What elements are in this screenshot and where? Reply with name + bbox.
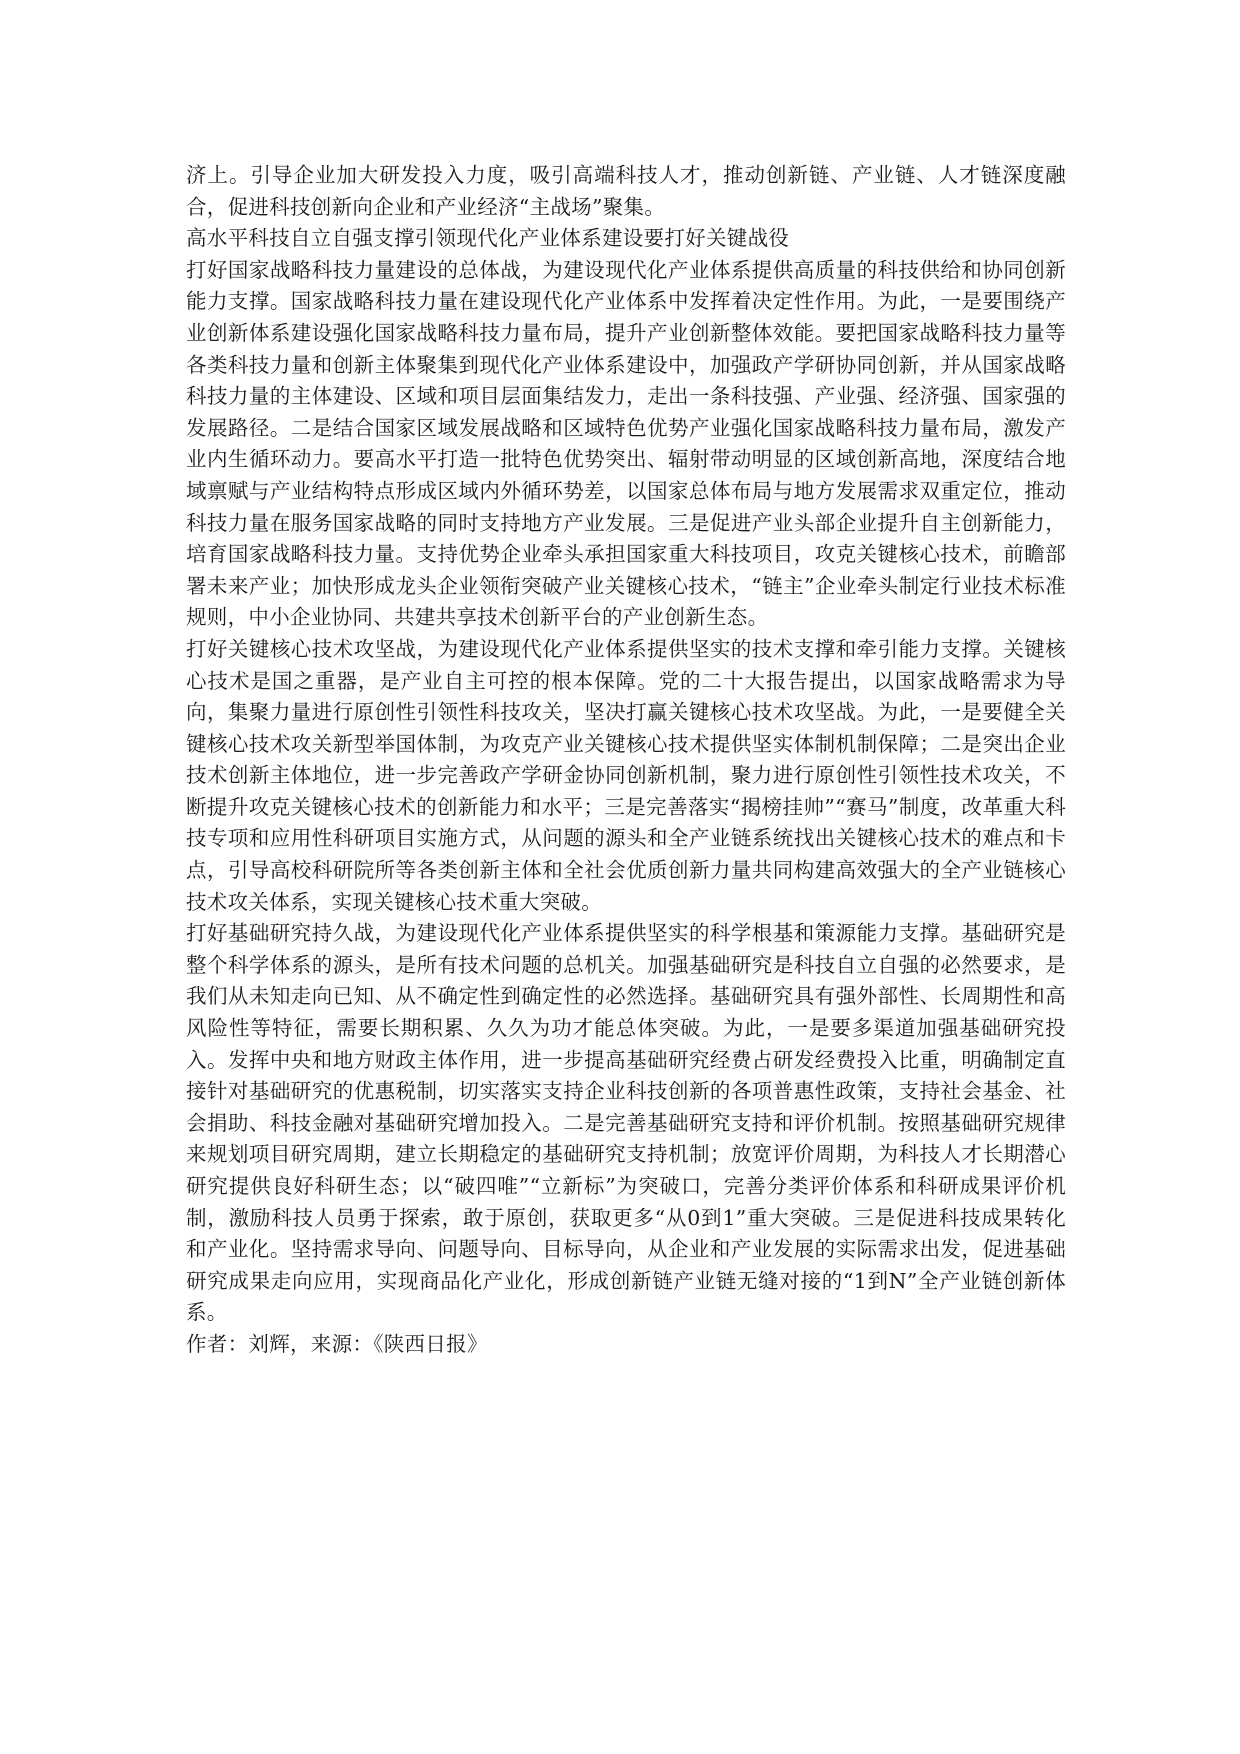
paragraph-strategic-forces: 打好国家战略科技力量建设的总体战，为建设现代化产业体系提供高质量的科技供给和协同创新能力支撑。国家战略科技力量在建设现代化产业体系中发挥着决定性作用。为此，一是要围绕产业创新体系建设强化国家战略科技力量布局，提升产业创新整体效能。要把国家战略科技力量等各类科技力量和创新主体聚集到现代化产业体系建设中，加强政产学研协同创新，并从国家战略科技力量的主体建设、区域和项目层面集结发力，走出一条科技强、产业强、经济强、国家强的发展路径。二是结合国家区域发展战略和区域特色优势产业强化国家战略科技力量布局，激发产业内生循环动力。要高水平打造一批特色优势突出、辐射带动明显的区域创新高地，深度结合地域禀赋与产业结构特点形成区域内外循环势差，以国家总体布局与地方发展需求双重定位，推动科技力量在服务国家战略的同时支持地方产业发展。三是促进产业头部企业提升自主创新能力，培育国家战略科技力量。支持优势企业牵头承担国家重大科技项目，攻克关键核心技术，前瞻部署未来产业；加快形成龙头企业领衔突破产业关键核心技术，“链主”企业牵头制定行业技术标准规则，中小企业协同、共建共享技术创新平台的产业创新生态。 <box>186 257 1066 630</box>
paragraph-core-technology: 打好关键核心技术攻坚战，为建设现代化产业体系提供坚实的技术支撑和牵引能力支撑。关键核心技术是国之重器，是产业自主可控的根本保障。党的二十大报告提出，以国家战略需求为导向，集聚力量进行原创性引领性科技攻关，坚决打赢关键核心技术攻坚战。为此，一是要健全关键核心技术攻关新型举国体制，为攻克产业关键核心技术提供坚实体制机制保障；二是突出企业技术创新主体地位，进一步完善政产学研金协同创新机制，聚力进行原创性引领性技术攻关，不断提升攻克关键核心技术的创新能力和水平；三是完善落实“揭榜挂帅”“赛马”制度，改革重大科技专项和应用性科研项目实施方式，从问题的源头和全产业链系统找出关键核心技术的难点和卡点，引导高校科研院所等各类创新主体和全社会优质创新力量共同构建高效强大的全产业链核心技术攻关体系，实现关键核心技术重大突破。 <box>186 636 1066 914</box>
article-body <box>186 160 1066 1361</box>
paragraph-basic-research: 打好基础研究持久战，为建设现代化产业体系提供坚实的科学根基和策源能力支撑。基础研究是整个科学体系的源头，是所有技术问题的总机关。加强基础研究是科技自立自强的必然要求，是我们从未知走向已知、从不确定性到确定性的必然选择。基础研究具有强外部性、长周期性和高风险性等特征，需要长期积累、久久为功才能总体突破。为此，一是要多渠道加强基础研究投入。发挥中央和地方财政主体作用，进一步提高基础研究经费占研发经费投入比重，明确制定直接针对基础研究的优惠税制，切实落实支持企业科技创新的各项普惠性政策，支持社会基金、社会捐助、科技金融对基础研究增加投入。二是完善基础研究支持和评价机制。按照基础研究规律来规划项目研究周期，建立长期稳定的基础研究支持机制；放宽评价周期，为科技人才长期潜心研究提供良好科研生态；以“破四唯”“立新标”为突破口，完善分类评价体系和科研成果评价机制，激励科技人员勇于探索，敢于原创，获取更多“从0到1”重大突破。三是促进科技成果转化和产业化。坚持需求导向、问题导向、目标导向，从企业和产业发展的实际需求出发，促进基础研究成果走向应用，实现商品化产业化，形成创新链产业链无缝对接的“1到N”全产业链创新体系。 <box>186 921 1066 1325</box>
author-source-line: 作者：刘辉，来源：《陕西日报》 <box>186 1331 488 1356</box>
section-heading: 高水平科技自立自强支撑引领现代化产业体系建设要打好关键战役 <box>186 226 790 251</box>
paragraph-continuation: 济上。引导企业加大研发投入力度，吸引高端科技人才，推动创新链、产业链、人才链深度融合，促进科技创新向企业和产业经济“主战场”聚集。 <box>186 163 1066 219</box>
